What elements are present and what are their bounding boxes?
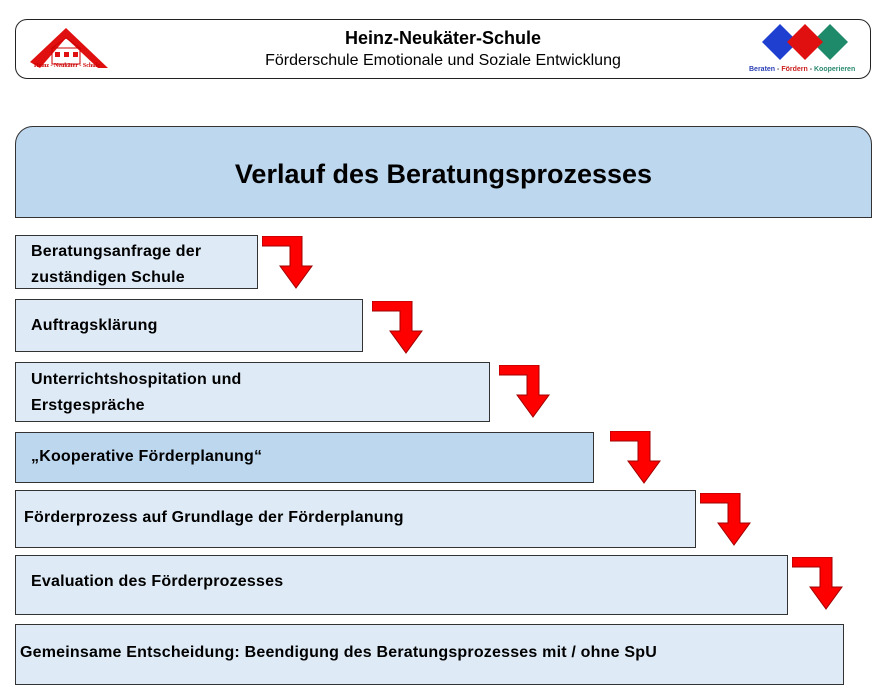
bent-arrow-icon <box>262 236 314 290</box>
step-6-box <box>15 555 788 615</box>
slogan-separator: - <box>775 66 782 73</box>
slogan-separator: - <box>807 66 814 73</box>
diamond-logo-icon <box>762 24 848 60</box>
school-subtitle: Förderschule Emotionale und Soziale Entwicklung <box>265 52 621 69</box>
step-5-label: Förderprozess auf Grundlage der Förderplanung <box>24 509 404 526</box>
slogan-foerdern: Fördern <box>781 66 808 73</box>
slogan-kooperieren: Kooperieren <box>814 66 856 73</box>
step-2-box <box>15 299 363 352</box>
step-1-box <box>15 235 258 289</box>
step-5-box <box>15 490 696 548</box>
step-7-label: Gemeinsame Entscheidung: Beendigung des Beratungsprozesses mit / ohne SpU <box>20 644 657 661</box>
header-banner <box>15 19 871 79</box>
step-3-box <box>15 362 490 422</box>
school-name: Heinz-Neukäter-Schule <box>344 28 542 48</box>
title-box <box>15 126 872 218</box>
step-4-label: „Kooperative Förderplanung“ <box>31 448 263 465</box>
step-1-label: Beratungsanfrage der zuständigen Schule <box>31 243 202 286</box>
school-logo-caption: Heinz - Neukäter - Schule <box>34 63 100 69</box>
bent-arrow-icon <box>610 431 662 485</box>
page-title: Verlauf des Beratungsprozesses <box>234 159 653 189</box>
bent-arrow-icon <box>700 493 752 547</box>
step-3-label: Unterrichtshospitation und Erstgespräche <box>31 371 242 414</box>
slogan <box>749 66 855 73</box>
bent-arrow-icon <box>372 301 424 355</box>
bent-arrow-icon <box>499 365 551 419</box>
step-2-label: Auftragsklärung <box>31 317 158 334</box>
step-6-label: Evaluation des Förderprozesses <box>31 573 284 590</box>
step-4-box <box>15 432 594 483</box>
slogan-beraten: Beraten <box>749 66 776 73</box>
step-7-box <box>15 624 844 685</box>
bent-arrow-icon <box>792 557 844 611</box>
